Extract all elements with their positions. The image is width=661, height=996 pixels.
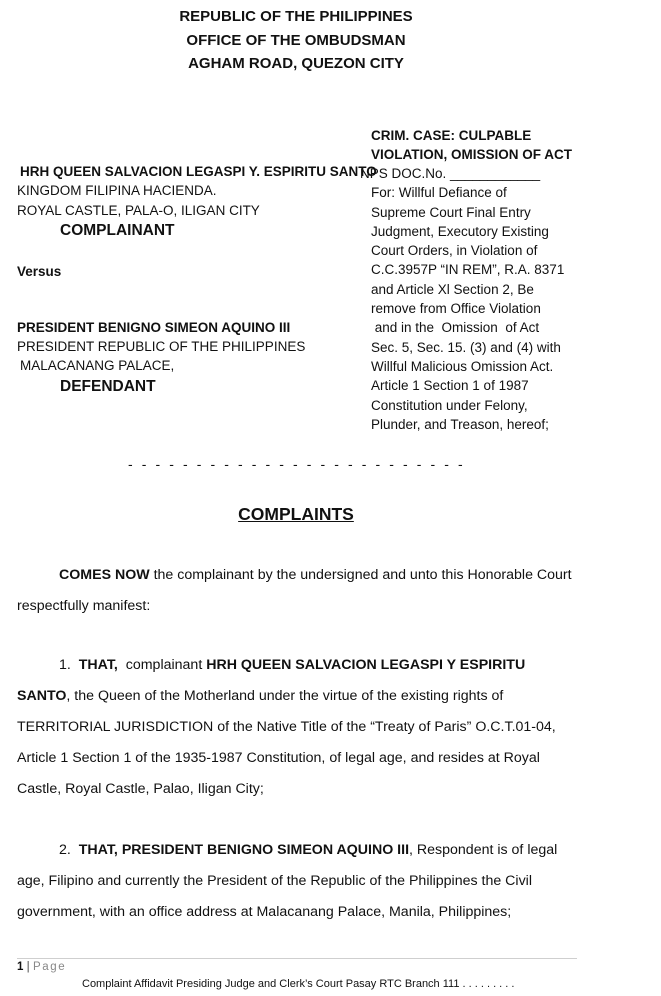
item-1-lead: complainant: [117, 657, 207, 673]
page-indicator: [17, 961, 66, 973]
case-line: Plunder, and Treason, hereof;: [371, 416, 549, 432]
case-line: Sec. 5, Sec. 15. (3) and (4) with: [371, 339, 561, 355]
defendant-address-1: PRESIDENT REPUBLIC OF THE PHILIPPINES: [17, 339, 306, 354]
case-description: [360, 164, 565, 434]
case-line: Court Orders, in Violation of: [371, 243, 538, 259]
item-1-complainant-name: HRH QUEEN SALVACION LEGASPI Y ESPIRITU SANTO: [17, 657, 526, 704]
complainant-role: COMPLAINANT: [60, 222, 175, 239]
case-line: Constitution under Felony,: [371, 397, 528, 413]
header-line-3: AGHAM ROAD, QUEZON CITY: [188, 55, 404, 72]
item-2-that: THAT, PRESIDENT BENIGNO SIMEON AQUINO III: [78, 842, 410, 858]
document-title: COMPLAINTS: [238, 504, 354, 524]
item-2-number: 2.: [59, 842, 71, 858]
complainant-address-2: ROYAL CASTLE, PALA-O, ILIGAN CITY: [17, 203, 260, 218]
item-1-text: , the Queen of the Motherland under the virtue of the existing rights of TERRITORIAL JURISDICTION of the Native Title of the “Treaty of Paris” O.C.T.01-04, Article 1 Section 1 of the 1935-1987 Constitution, of legal age, and resides at Royal Castle, Royal Castle, Palao, Iligan City;: [17, 688, 556, 797]
case-line: C.C.3957P “IN REM”, R.A. 8371: [371, 262, 565, 278]
footer-rule: [17, 958, 577, 959]
versus-label: Versus: [17, 264, 62, 279]
intro-bold: COMES NOW: [59, 567, 150, 583]
header-line-2: OFFICE OF THE OMBUDSMAN: [186, 32, 406, 49]
case-line: remove from Office Violation: [371, 301, 541, 317]
case-line: Willful Malicious Omission Act.: [371, 358, 554, 374]
case-line: and Article Xl Section 2, Be: [371, 281, 534, 297]
page-separator: |: [26, 961, 30, 973]
defendant-name: PRESIDENT BENIGNO SIMEON AQUINO III: [17, 320, 291, 335]
page-word: Page: [33, 961, 67, 973]
item-1-number: 1.: [59, 657, 71, 673]
item-2-text: , Respondent is of legal age, Filipino and currently the President of the Republic of the Philippines the Civil government, with an office address at Malacanang Palace, Manila, Philippines;: [17, 842, 558, 920]
item-1-paragraph: [17, 650, 577, 805]
case-line: Article 1 Section 1 of 1987: [371, 378, 529, 394]
case-line: and in the Omission of Act: [371, 320, 540, 336]
item-2-paragraph: [17, 835, 577, 928]
page-number: 1: [17, 961, 24, 973]
case-type-line-1: CRIM. CASE: CULPABLE: [371, 128, 532, 143]
intro-text: the complainant by the undersigned and unto this Honorable Court respectfully manifest:: [17, 567, 572, 614]
case-line: For: Willful Defiance of: [371, 185, 507, 201]
case-line: Judgment, Executory Existing: [371, 223, 549, 239]
case-type-line-2: VIOLATION, OMISSION OF ACT: [371, 147, 572, 162]
defendant-address-2: MALACANANG PALACE,: [20, 358, 175, 373]
defendant-role: DEFENDANT: [60, 378, 156, 395]
case-line: Supreme Court Final Entry: [371, 204, 531, 220]
item-1-that: THAT,: [78, 657, 118, 673]
intro-paragraph: [17, 560, 577, 622]
case-line: NPS DOC.No. ____________: [360, 166, 541, 181]
footer-text: Complaint Affidavit Presiding Judge and Clerk’s Court Pasay RTC Branch 111 . . . . . . . . .: [82, 978, 515, 990]
header-line-1: REPUBLIC OF THE PHILIPPINES: [179, 8, 413, 25]
section-separator: - - - - - - - - - - - - - - - - - - - - - - - - -: [128, 456, 466, 472]
complainant-name: HRH QUEEN SALVACION LEGASPI Y. ESPIRITU SANTO: [20, 164, 377, 179]
complainant-address-1: KINGDOM FILIPINA HACIENDA.: [17, 183, 217, 198]
